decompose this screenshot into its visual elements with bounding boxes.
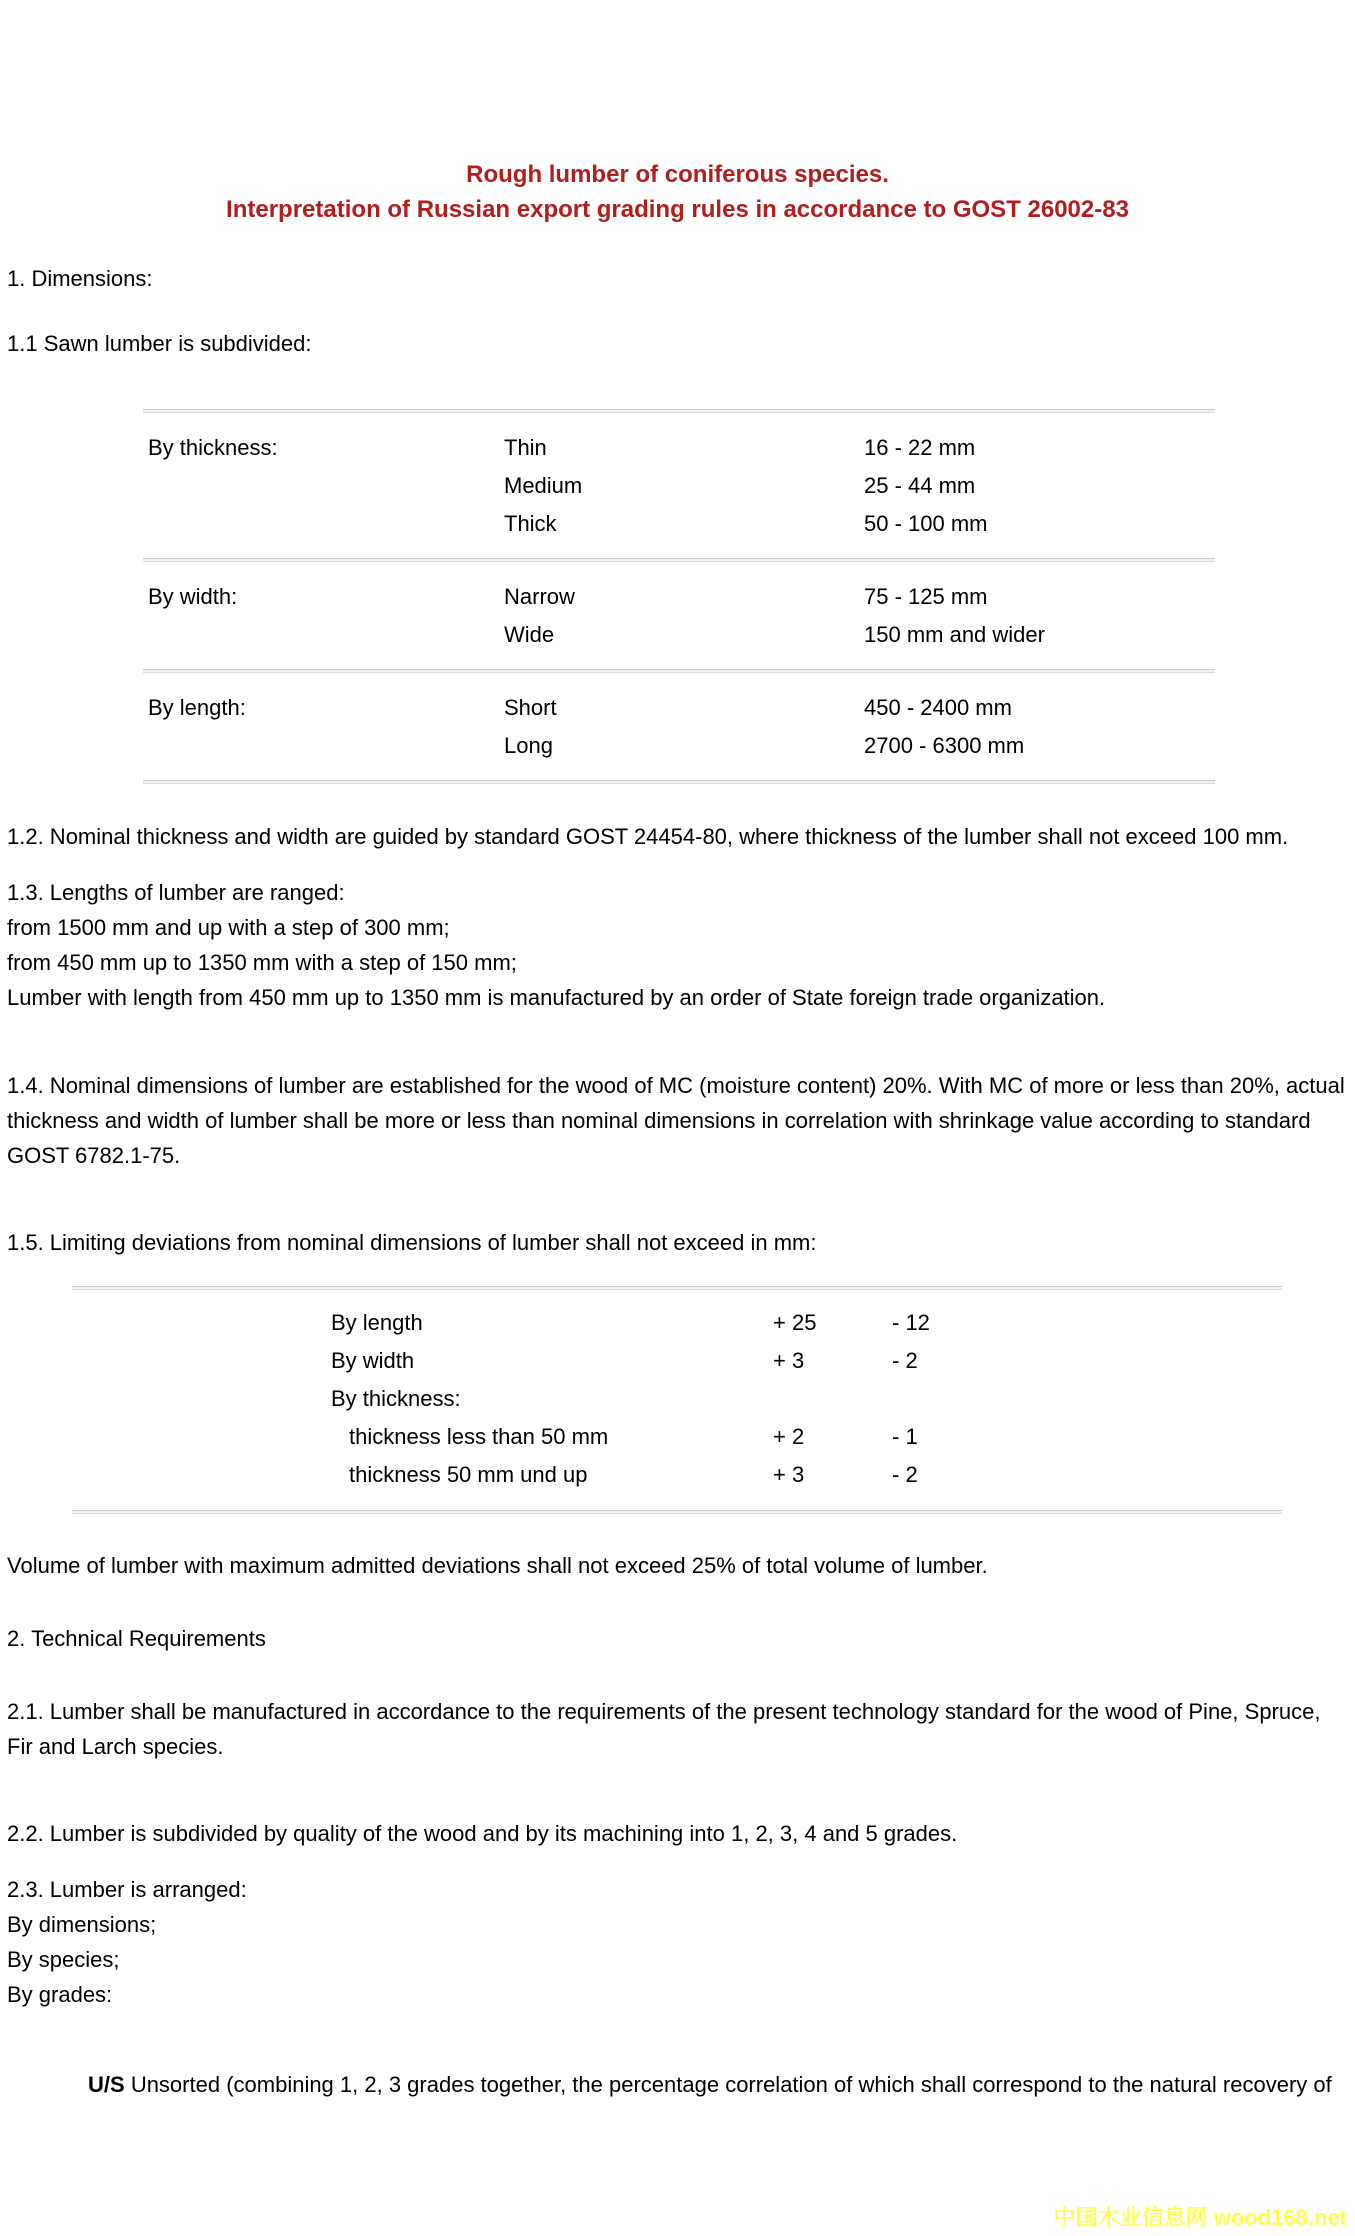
deviation-table: [72, 1286, 1282, 1514]
watermark: 中国木业信息网 wood168.net: [1053, 2205, 1347, 2230]
table-rule: [143, 780, 1215, 784]
row-label: By width: [331, 1348, 415, 1373]
paragraph-2-3: [7, 1872, 1348, 2012]
row-label: By thickness:: [331, 1386, 461, 1411]
us-grade-text: Unsorted (combining 1, 2, 3 grades together, the percentage correlation of which shall correspond to the natural recovery of: [130, 2072, 1332, 2097]
paragraph-2-1: [7, 1694, 1348, 1764]
document-title-line1: Rough lumber of coniferous species.: [466, 161, 889, 188]
table-row: [143, 578, 1215, 616]
paragraph-2-1-line: 2.1. Lumber shall be manufactured in accordance to the requirements of the present technology standard for the wood of Pine, Spruce,: [7, 1699, 1321, 1724]
minus-deviation: - 12: [892, 1310, 930, 1335]
document-title: [7, 157, 1348, 227]
paragraph-1-3-line: 1.3. Lengths of lumber are ranged:: [7, 880, 345, 905]
dimension-table: [143, 409, 1215, 784]
plus-deviation: + 3: [773, 1462, 805, 1487]
table-rule: [72, 1510, 1282, 1514]
table-row: [143, 616, 1215, 654]
paragraph-2-3-line: By species;: [7, 1947, 120, 1972]
row-category: Medium: [504, 473, 583, 498]
paragraph-us-grade: [7, 2067, 1348, 2102]
row-label: By width:: [148, 584, 238, 609]
minus-deviation: - 2: [892, 1348, 918, 1373]
table-row: [143, 727, 1215, 765]
row-label: By length:: [148, 695, 246, 720]
table-row: [143, 689, 1215, 727]
paragraph-2-3-line: By dimensions;: [7, 1912, 157, 1937]
paragraph-1-1: 1.1 Sawn lumber is subdivided:: [7, 331, 312, 356]
row-label: By thickness:: [148, 435, 278, 460]
table-row: [331, 1380, 1282, 1418]
paragraph-1-4-line: thickness and width of lumber shall be more or less than nominal dimensions in correlation with shrinkage value according to standard: [7, 1108, 1311, 1133]
row-value: 2700 - 6300 mm: [864, 733, 1025, 758]
table-group-width: [143, 562, 1215, 669]
paragraph-2-1-line: Fir and Larch species.: [7, 1734, 224, 1759]
row-value: 50 - 100 mm: [864, 511, 988, 536]
row-category: Thin: [504, 435, 547, 460]
plus-deviation: + 25: [773, 1310, 817, 1335]
us-grade-label: U/S: [88, 2072, 125, 2097]
paragraph-1-3-line: Lumber with length from 450 mm up to 1350 mm is manufactured by an order of State foreign trade organization.: [7, 985, 1106, 1010]
row-category: Long: [504, 733, 553, 758]
paragraph-1-3-line: from 1500 mm and up with a step of 300 mm;: [7, 915, 450, 940]
table-row: [331, 1342, 1282, 1380]
row-value: 150 mm and wider: [864, 622, 1045, 647]
table-row: [331, 1456, 1282, 1494]
row-category: Thick: [504, 511, 557, 536]
row-value: 450 - 2400 mm: [864, 695, 1012, 720]
table-group-length: [143, 673, 1215, 780]
section-heading-technical: 2. Technical Requirements: [7, 1626, 266, 1651]
plus-deviation: + 3: [773, 1348, 805, 1373]
paragraph-1-3: [7, 875, 1348, 1015]
section-heading-dimensions: 1. Dimensions:: [7, 266, 153, 291]
table-row: [143, 467, 1215, 505]
row-category: Wide: [504, 622, 555, 647]
paragraph-1-2: 1.2. Nominal thickness and width are guided by standard GOST 24454-80, where thickness of the lumber shall not exceed 100 mm.: [7, 824, 1289, 849]
row-value: 75 - 125 mm: [864, 584, 988, 609]
paragraph-1-4-line: GOST 6782.1-75.: [7, 1143, 181, 1168]
plus-deviation: [773, 1380, 892, 1418]
deviation-table-body: [72, 1290, 1282, 1510]
minus-deviation: - 1: [892, 1424, 918, 1449]
row-value: 25 - 44 mm: [864, 473, 976, 498]
minus-deviation: - 2: [892, 1462, 918, 1487]
table-row: [331, 1304, 1282, 1342]
paragraph-1-4: [7, 1068, 1348, 1173]
paragraph-2-3-line: 2.3. Lumber is arranged:: [7, 1877, 247, 1902]
paragraph-2-3-line: By grades:: [7, 1982, 113, 2007]
paragraph-2-2: 2.2. Lumber is subdivided by quality of the wood and by its machining into 1, 2, 3, 4 and 5 grades.: [7, 1821, 958, 1846]
table-group-thickness: [143, 413, 1215, 558]
table-row: [331, 1418, 1282, 1456]
row-label: thickness 50 mm und up: [349, 1462, 588, 1487]
table-row: [143, 505, 1215, 543]
paragraph-1-5: 1.5. Limiting deviations from nominal dimensions of lumber shall not exceed in mm:: [7, 1230, 817, 1255]
plus-deviation: + 2: [773, 1424, 805, 1449]
paragraph-1-4-line: 1.4. Nominal dimensions of lumber are established for the wood of MC (moisture content) 20%. With MC of more or less than 20%, actual: [7, 1073, 1345, 1098]
paragraph-1-3-line: from 450 mm up to 1350 mm with a step of 150 mm;: [7, 950, 517, 975]
document-title-line2: Interpretation of Russian export grading rules in accordance to GOST 26002-83: [226, 196, 1129, 223]
row-category: Narrow: [504, 584, 575, 609]
table-row: [143, 429, 1215, 467]
row-label: By length: [331, 1310, 423, 1335]
row-label: thickness less than 50 mm: [349, 1424, 609, 1449]
row-value: 16 - 22 mm: [864, 435, 976, 460]
minus-deviation: [892, 1380, 1282, 1418]
row-category: Short: [504, 695, 557, 720]
paragraph-volume: Volume of lumber with maximum admitted deviations shall not exceed 25% of total volume of lumber.: [7, 1553, 988, 1578]
